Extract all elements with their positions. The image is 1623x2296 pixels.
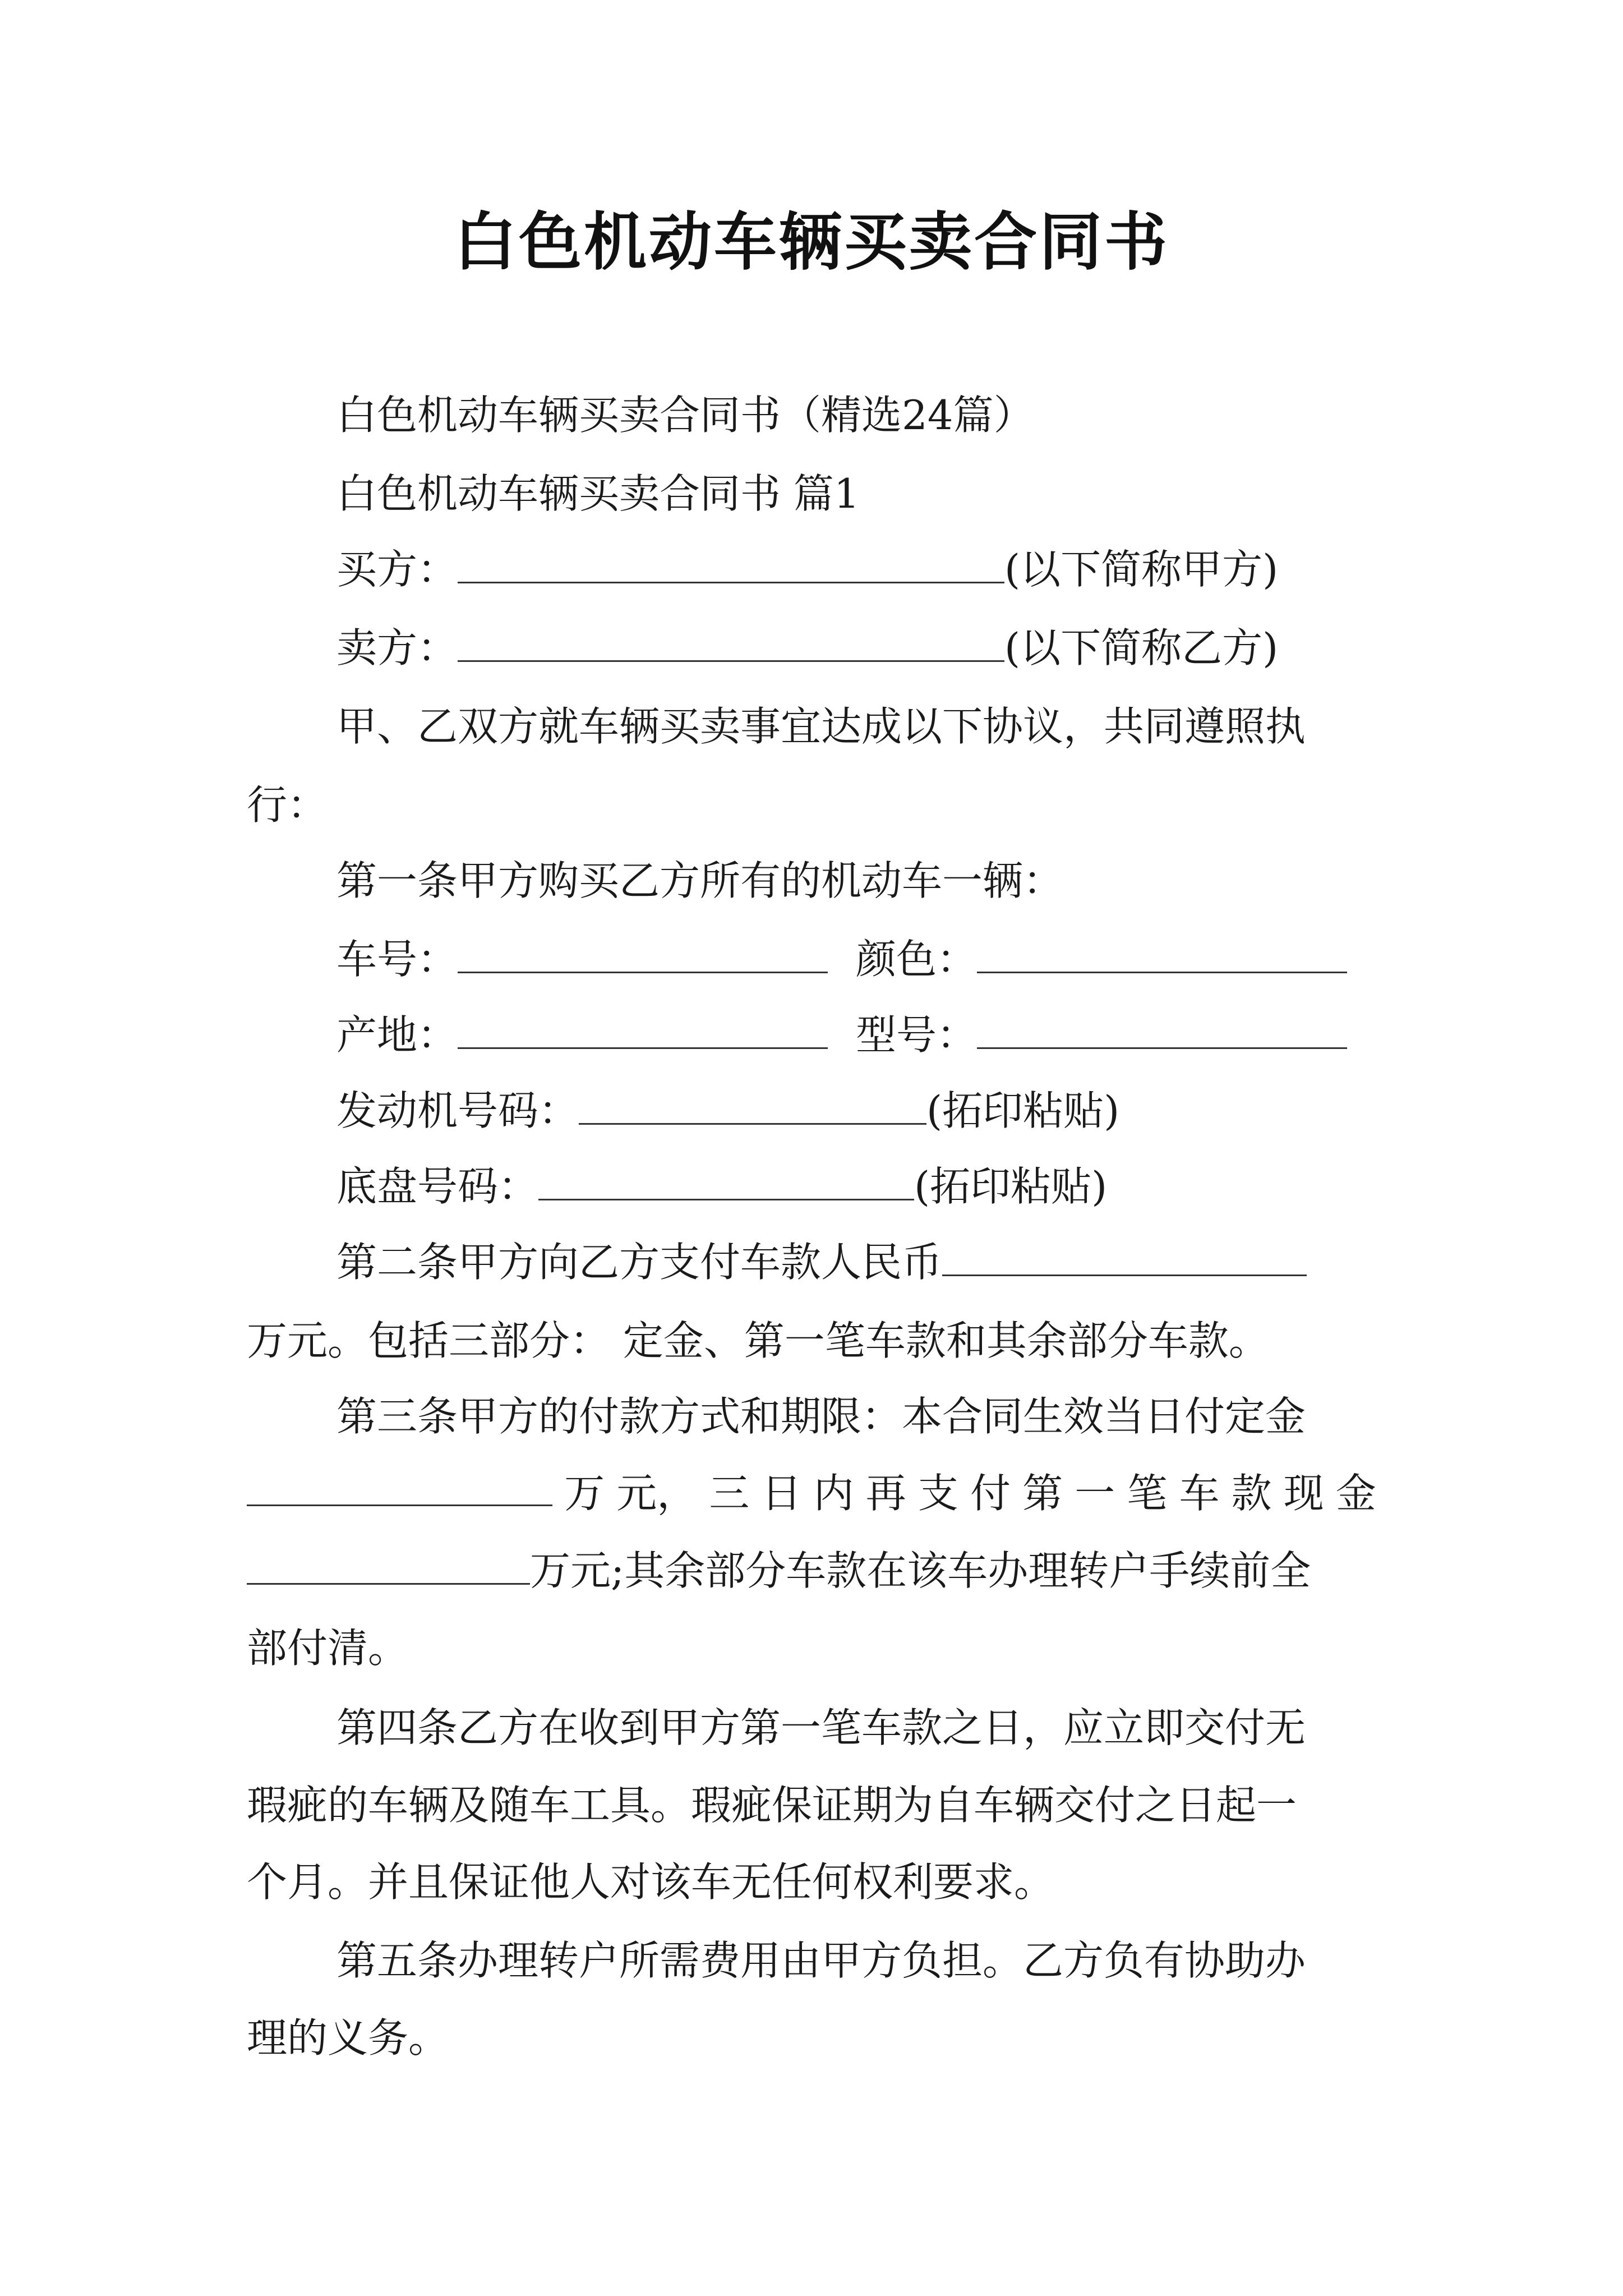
- chassis-blank: [538, 1159, 914, 1200]
- seller-line: [336, 620, 1278, 676]
- text-char: 金: [1335, 1470, 1376, 1517]
- chassis-suffix: (拓印粘贴): [914, 1163, 1108, 1210]
- origin-label: 产地：: [336, 1011, 458, 1059]
- text-char: 一: [1075, 1470, 1115, 1517]
- section-heading: 白色机动车辆买卖合同书 篇1: [336, 470, 860, 517]
- buyer-line: [336, 541, 1278, 597]
- article-5-line-2: 理的义务。: [247, 2014, 449, 2062]
- seller-blank: [458, 621, 1004, 662]
- text-char: 支: [917, 1470, 958, 1517]
- text-char: 再: [865, 1470, 906, 1517]
- article-4-line-1: 第四条乙方在收到甲方第一笔车款之日，应立即交付无: [336, 1704, 1306, 1751]
- text-char: 万: [564, 1470, 605, 1517]
- engine-blank: [579, 1084, 926, 1125]
- origin-model-line: [336, 1007, 1347, 1063]
- engine-suffix: (拓印粘贴): [926, 1087, 1120, 1134]
- buyer-blank: [458, 542, 1004, 583]
- origin-blank: [458, 1008, 828, 1049]
- seller-label: 卖方：: [336, 624, 458, 671]
- amount-blank: [942, 1235, 1307, 1276]
- text-char: 笔: [1127, 1470, 1168, 1517]
- intro-line-1: 甲、乙双方就车辆买卖事宜达成以下协议，共同遵照执: [336, 703, 1306, 750]
- plate-blank: [458, 932, 828, 973]
- model-blank: [977, 1008, 1347, 1049]
- deposit-blank: [247, 1465, 552, 1506]
- engine-line: [336, 1083, 1119, 1139]
- text-char: 现: [1283, 1470, 1324, 1517]
- engine-label: 发动机号码：: [336, 1087, 579, 1134]
- chassis-label: 底盘号码：: [336, 1163, 539, 1210]
- article-2-text: 第二条甲方向乙方支付车款人民币: [336, 1239, 943, 1286]
- text-char: 款: [1231, 1470, 1272, 1517]
- document-subtitle: 白色机动车辆买卖合同书（精选24篇）: [336, 392, 1034, 439]
- first-payment-blank: [247, 1544, 530, 1585]
- buyer-label: 买方：: [336, 546, 458, 593]
- text-char: 三: [709, 1470, 750, 1517]
- article-3-text-3: 万元;其余部分车款在该车办理转户手续前全: [530, 1547, 1311, 1594]
- document-title: 白色机动车辆买卖合同书: [454, 205, 1169, 279]
- color-label: 颜色：: [856, 936, 978, 983]
- article-3-line-1: 第三条甲方的付款方式和期限：本合同生效当日付定金: [336, 1393, 1306, 1440]
- text-char: 日: [761, 1470, 802, 1517]
- text-char: 车: [1179, 1470, 1220, 1517]
- seller-suffix: (以下简称乙方): [1004, 624, 1279, 671]
- article-1: 第一条甲方购买乙方所有的机动车一辆：: [336, 857, 1064, 904]
- article-3-line-3: [247, 1543, 1311, 1599]
- buyer-suffix: (以下简称甲方): [1004, 546, 1279, 593]
- article-3-line-2: [247, 1465, 1376, 1521]
- chassis-line: [336, 1158, 1107, 1214]
- plate-color-line: [336, 931, 1347, 987]
- text-char: 元，: [616, 1470, 698, 1517]
- article-4-line-2: 瑕疵的车辆及随车工具。瑕疵保证期为自车辆交付之日起一: [247, 1782, 1297, 1829]
- text-char: 付: [970, 1470, 1011, 1517]
- intro-line-2: 行：: [247, 781, 328, 829]
- text-char: 第: [1022, 1470, 1063, 1517]
- color-blank: [977, 932, 1347, 973]
- model-label: 型号：: [856, 1011, 978, 1059]
- article-2-line-1: [336, 1234, 1307, 1290]
- plate-label: 车号：: [336, 936, 458, 983]
- article-2-line-2: 万元。包括三部分： 定金、第一笔车款和其余部分车款。: [247, 1317, 1269, 1364]
- article-5-line-1: 第五条办理转户所需费用由甲方负担。乙方负有协助办: [336, 1937, 1306, 1984]
- text-char: 内: [813, 1470, 854, 1517]
- article-4-line-3: 个月。并且保证他人对该车无任何权利要求。: [247, 1858, 1055, 1906]
- article-3-line-4: 部付清。: [247, 1625, 409, 1672]
